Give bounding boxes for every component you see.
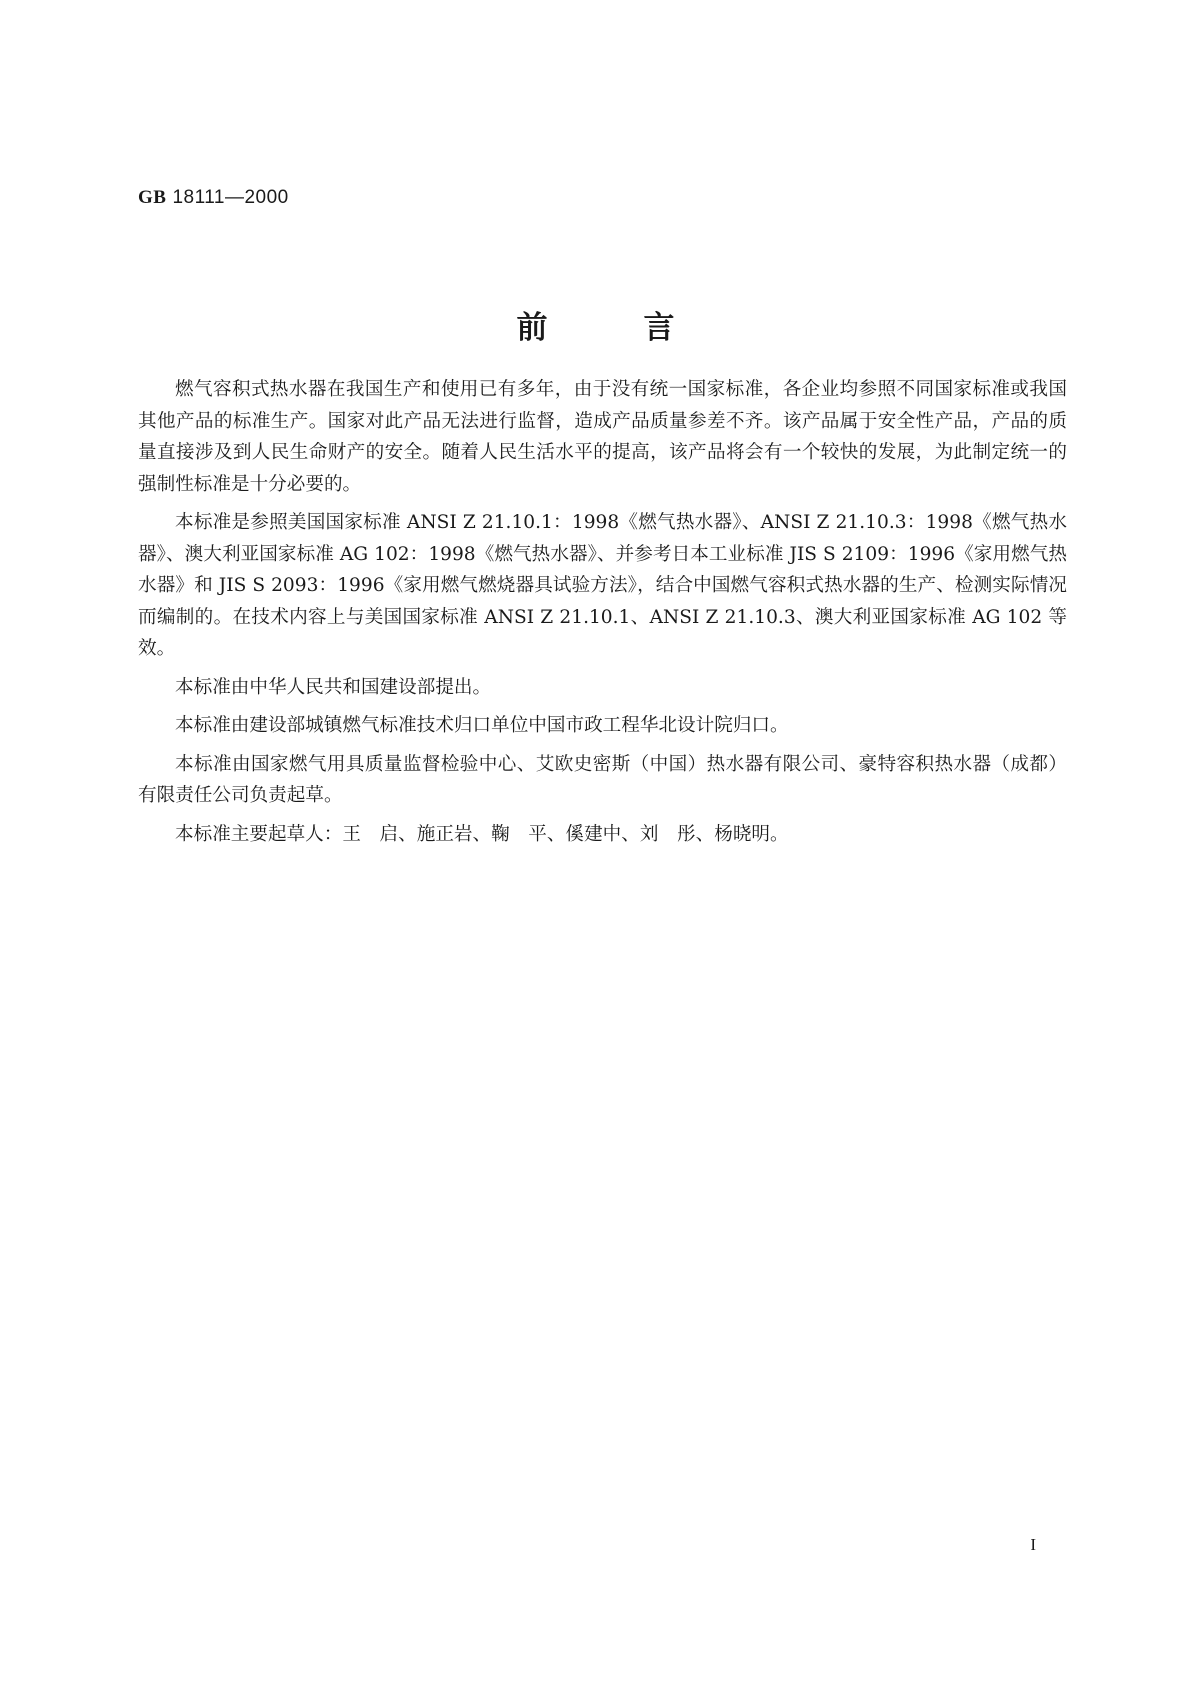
paragraph-administrator: 本标准由建设部城镇燃气标准技术归口单位中国市政工程华北设计院归口。 — [175, 715, 789, 736]
standard-prefix: GB — [138, 187, 167, 208]
foreword-body — [138, 374, 1067, 857]
paragraph-proposer: 本标准由中华人民共和国建设部提出。 — [175, 676, 492, 698]
paragraph-references: 本标准是参照美国国家标准 ANSI Z 21.10.1：1998《燃气热水器》、ANSI Z 21.10.3：1998《燃气热水器》、澳大利亚国家标准 AG 102：1998《燃气热水器》、并参考日本工业标准 JIS S 2109：1996《家用燃气热水器》和 JIS S 2093：1996《家用燃气燃烧器具试验方法》，结合中国燃气容积式热水器的生产、检测实际情况而编制的。在技术内容上与美国国家标准 ANSI Z 21.10.1、ANSI Z 21.10.3、澳大利亚国家标准 AG 102 等效。 — [138, 512, 1067, 659]
page-number: I — [1030, 1535, 1036, 1554]
standard-code — [138, 186, 289, 209]
standard-number: 18111—2000 — [172, 187, 289, 208]
paragraph-drafters: 本标准主要起草人：王 启、施正岩、鞠 平、傒建中、刘 彤、杨晓明。 — [175, 823, 789, 845]
paragraph-background: 燃气容积式热水器在我国生产和使用已有多年，由于没有统一国家标准，各企业均参照不同国家标准或我国其他产品的标准生产。国家对此产品无法进行监督，造成产品质量参差不齐。该产品属于安全性产品，产品的质量直接涉及到人民生命财产的安全。随着人民生活水平的提高，该产品将会有一个较快的发展，为此制定统一的强制性标准是十分必要的。 — [138, 379, 1067, 495]
paragraph-drafting-units: 本标准由国家燃气用具质量监督检验中心、艾欧史密斯（中国）热水器有限公司、豪特容积热水器（成都）有限责任公司负责起草。 — [138, 753, 1067, 806]
page-title: 前言 — [516, 310, 771, 346]
